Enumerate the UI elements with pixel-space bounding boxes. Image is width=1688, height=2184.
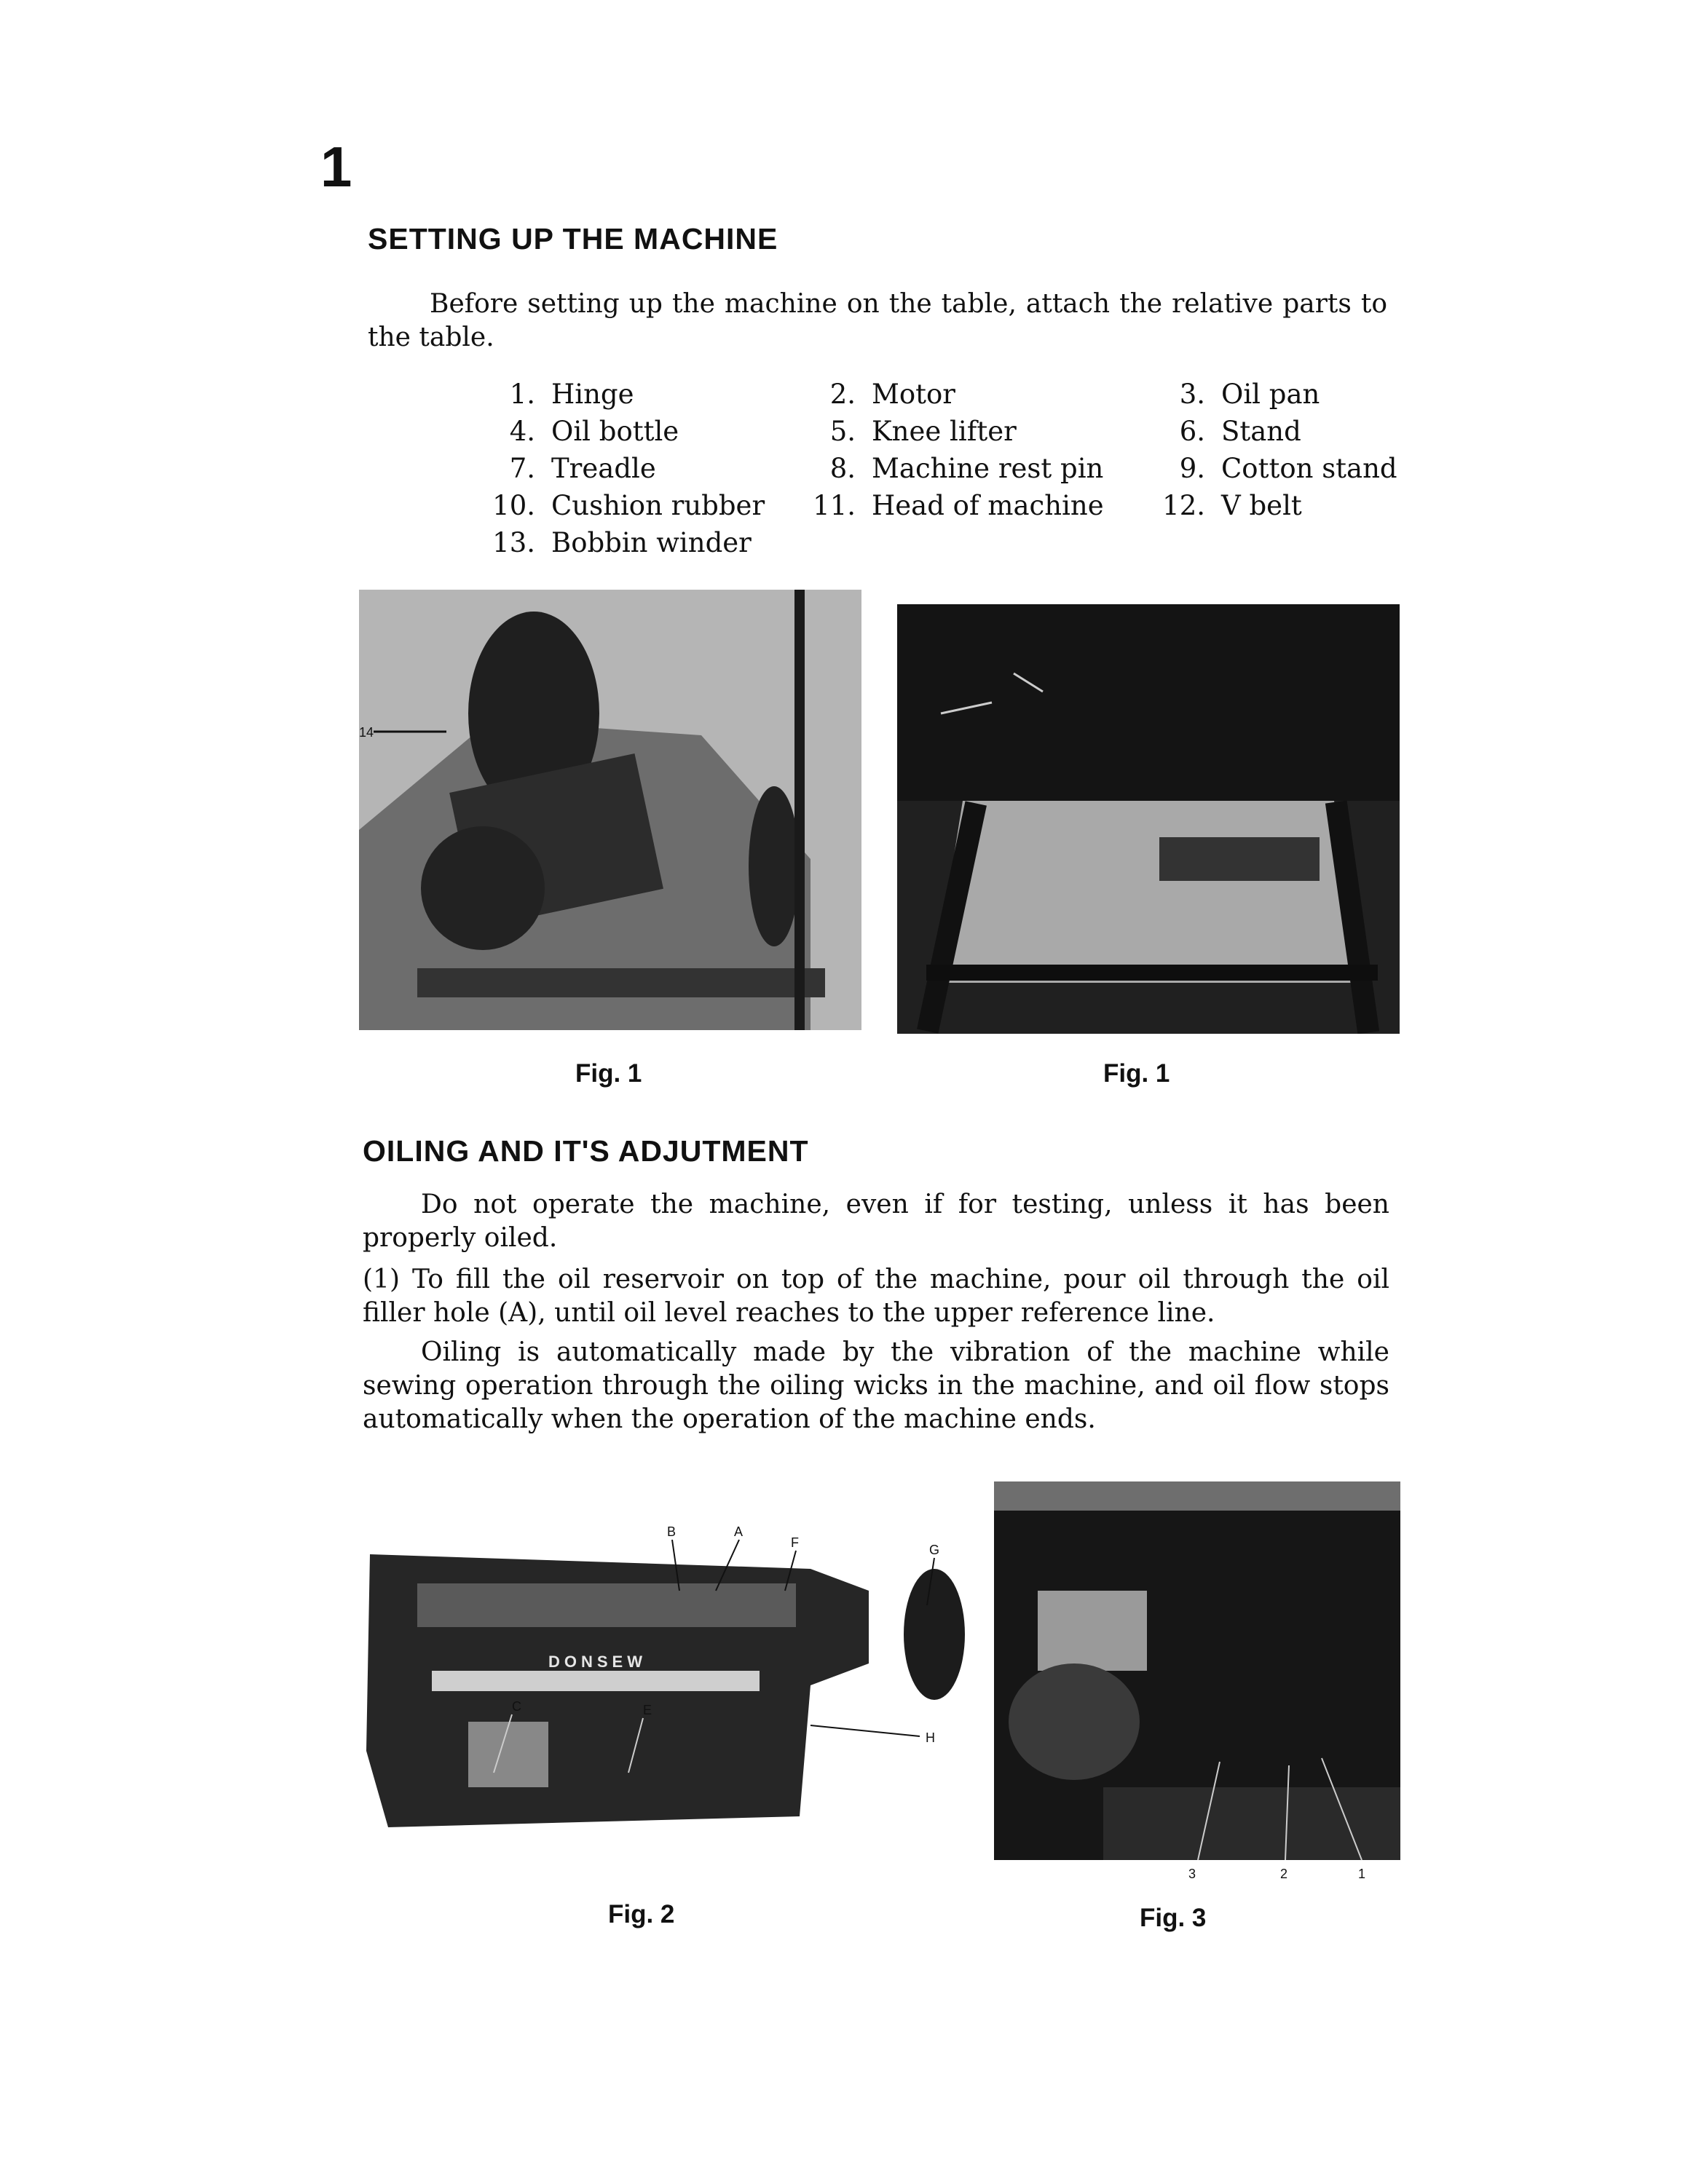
part-item: 2. Motor [829,379,955,410]
fig1-left-caption: Fig. 1 [575,1059,642,1088]
fig1-callout-14: 14 [359,725,374,740]
fig3-callout-2: 2 [1280,1867,1288,1881]
oiling-paragraph-3: Oiling is automatically made by the vibration of the machine while sewing operation through the oiling wicks in the machine, and oil flow stops automatically when the operation of the machine ends. [363,1337,1389,1434]
fig2-callout-g: G [929,1543,940,1557]
part-item: 13. Bobbin winder [492,527,752,558]
part-item: 11. Head of machine [813,490,1104,521]
part-item: 7. Treadle [509,453,656,484]
fig2-caption: Fig. 2 [608,1900,675,1928]
fig2-callout-e: E [643,1703,652,1717]
fig1-right-illustration [897,604,1400,1034]
fig1-right-photo [897,604,1400,1034]
fig3-photo [994,1481,1400,1882]
fig2-callout-b: B [667,1524,677,1539]
oiling-paragraph-1: Do not operate the machine, even if for testing, unless it has been properly oiled. [363,1190,1389,1253]
fig1-right-caption: Fig. 1 [1103,1059,1170,1088]
fig2-callout-h: H [926,1730,935,1745]
setup-intro: Before setting up the machine on the table, attach the relative parts to the table. [368,289,1387,352]
fig1-left-illustration [359,590,861,1030]
section-heading-oiling: OILING AND IT'S ADJUTMENT [363,1134,809,1168]
part-item: 9. Cotton stand [1179,453,1397,484]
part-item: 1. Hinge [509,379,634,410]
fig2-photo [359,1511,972,1864]
part-item: 3. Oil pan [1179,379,1320,410]
fig3-caption: Fig. 3 [1140,1904,1207,1932]
section-heading-setup: SETTING UP THE MACHINE [368,222,778,256]
parts-list [466,379,1413,564]
fig2-callout-c: C [512,1699,521,1714]
fig1-left-photo [359,590,861,1030]
fig3-callout-1: 1 [1358,1867,1366,1881]
fig2-brand-label: DONSEW [548,1653,647,1671]
part-item: 8. Machine rest pin [829,453,1104,484]
part-item: 5. Knee lifter [829,416,1017,447]
page-number: 1 [320,135,352,199]
fig2-callout-f: F [791,1535,799,1550]
fig2-illustration [359,1511,972,1864]
part-item: 12. V belt [1162,490,1302,521]
fig3-illustration [994,1481,1400,1882]
fig3-callout-3: 3 [1188,1867,1196,1881]
oiling-paragraph-2: (1) To fill the oil reservoir on top of the machine, pour oil through the oil filler hole (A), until oil level reaches to the upper reference line. [363,1265,1389,1328]
fig2-callout-a: A [734,1524,744,1539]
part-item: 6. Stand [1179,416,1301,447]
part-item: 10. Cushion rubber [492,490,765,521]
part-item: 4. Oil bottle [509,416,679,447]
